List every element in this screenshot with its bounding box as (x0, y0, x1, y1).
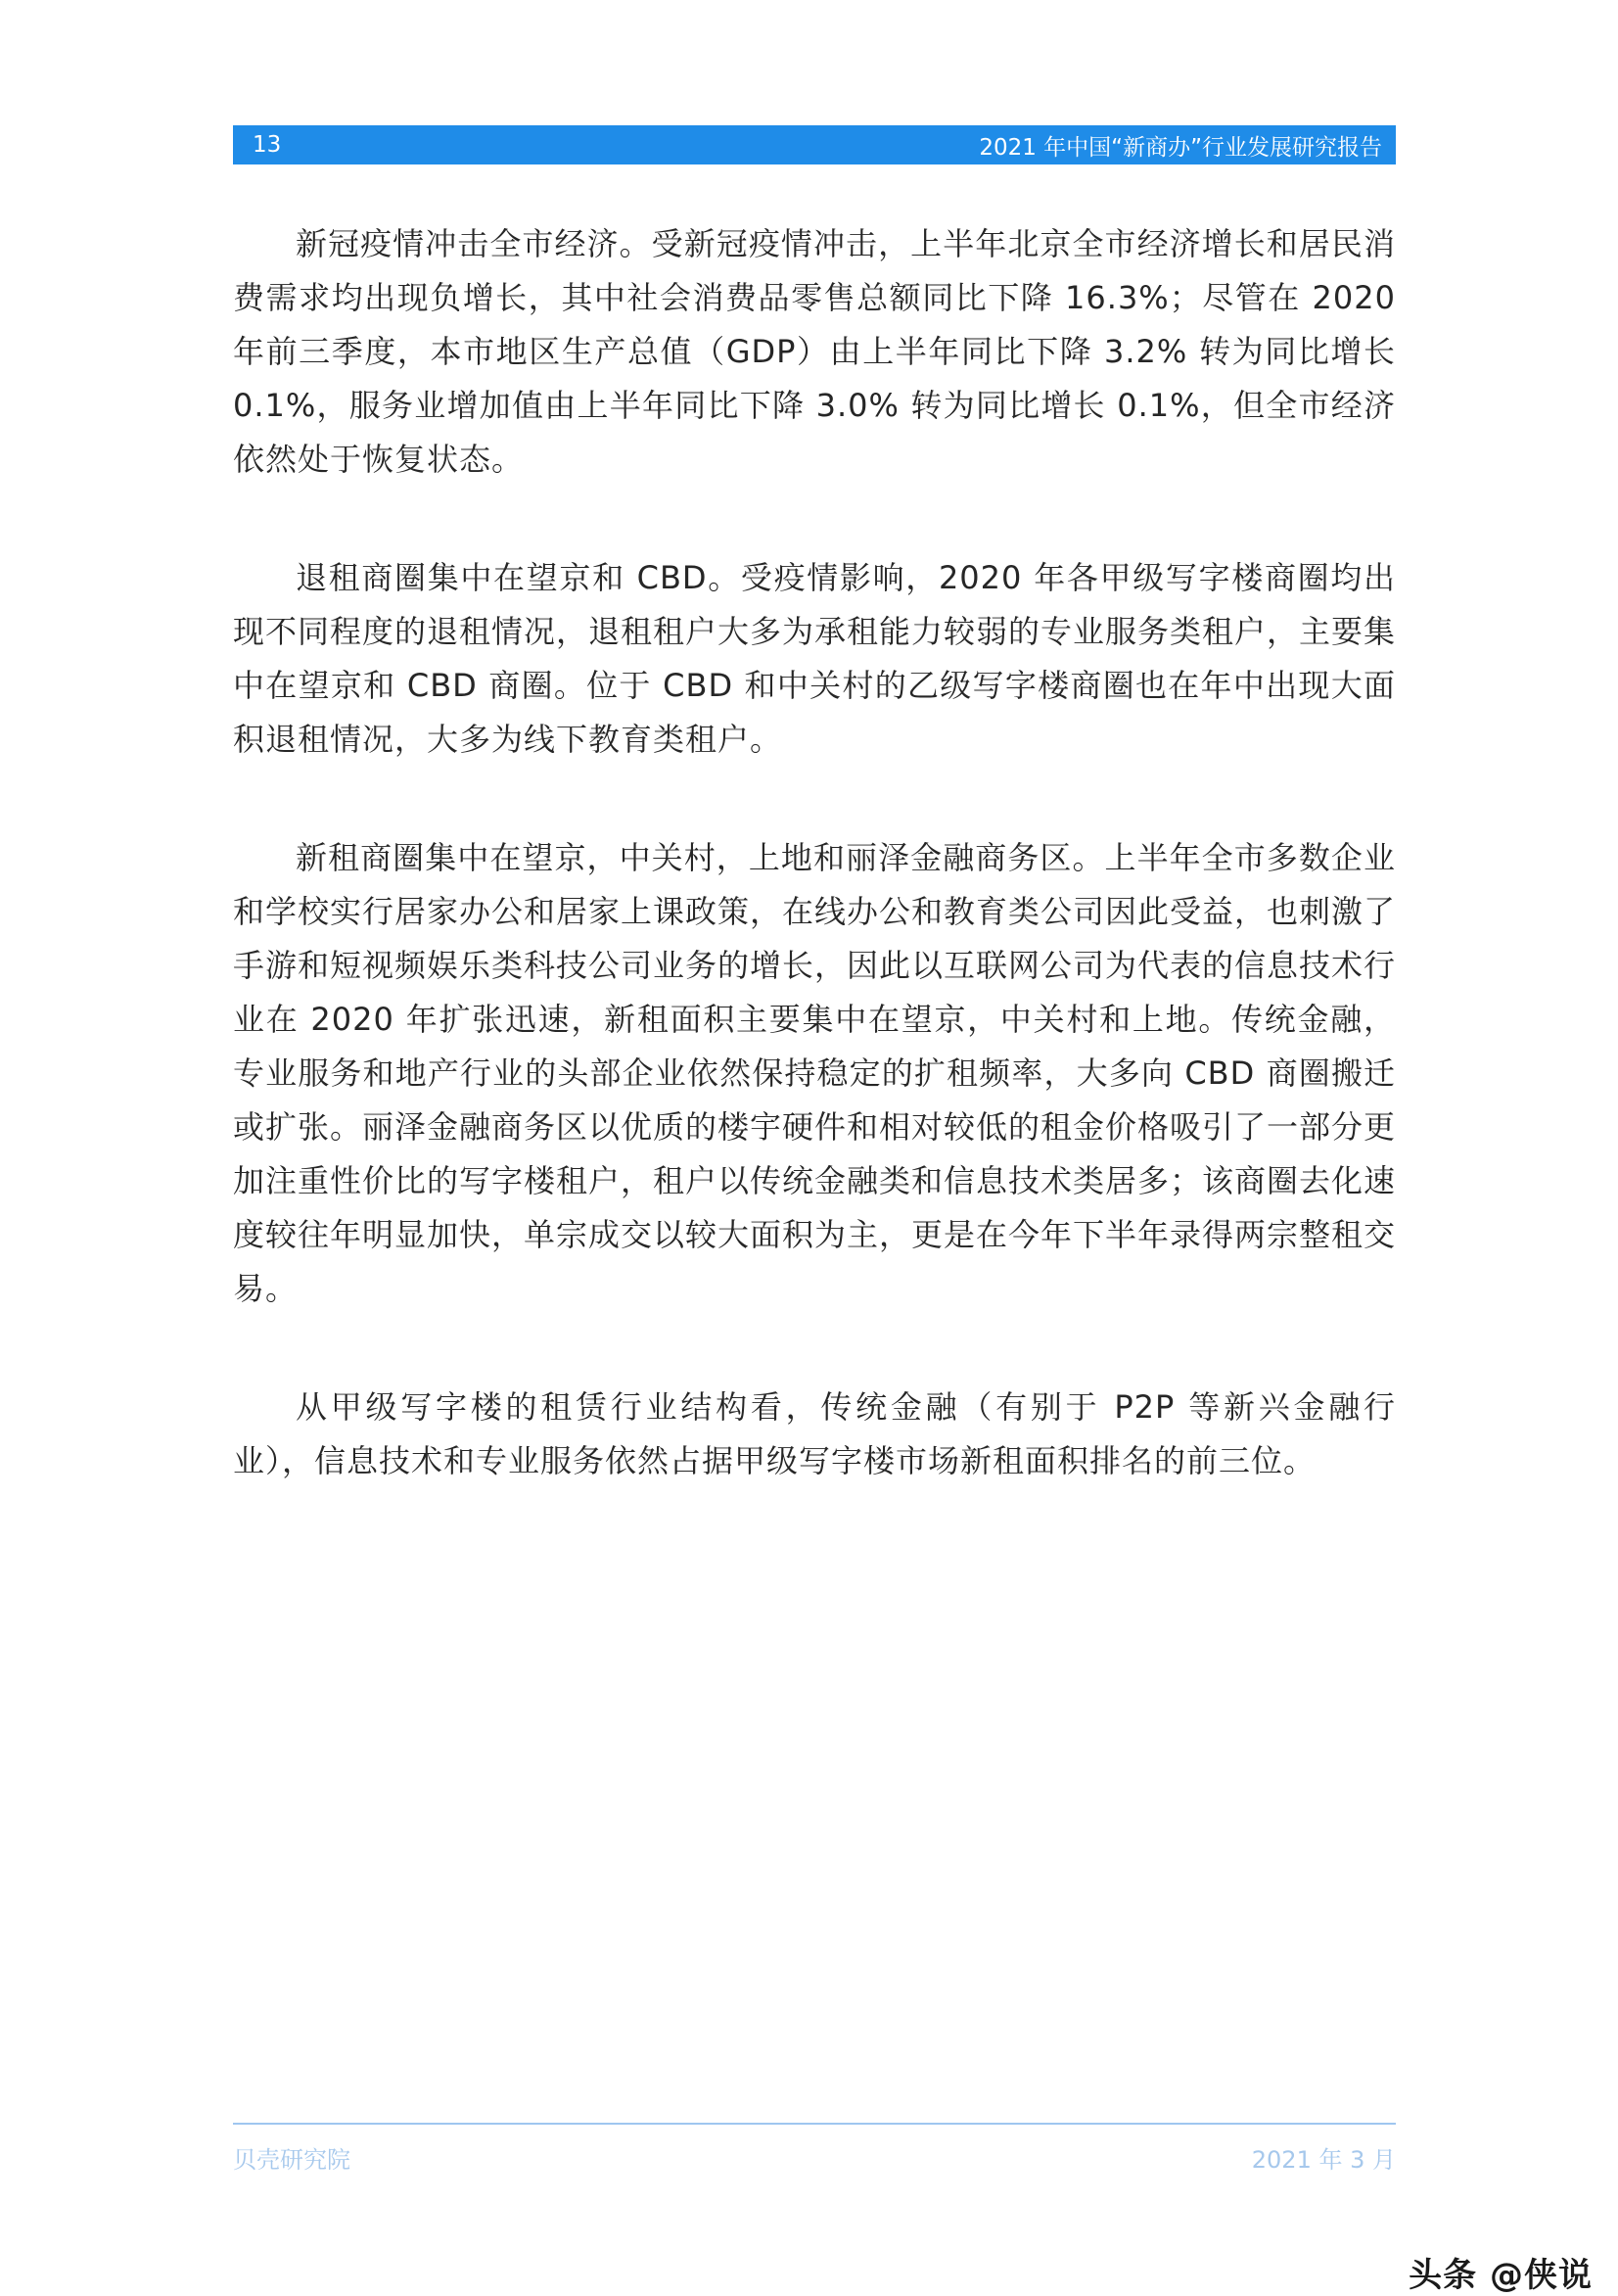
paragraph-industry-structure: 从甲级写字楼的租赁行业结构看，传统金融（有别于 P2P 等新兴金融行业），信息技术和专业服务依然占据甲级写字楼市场新租面积排名的前三位。 (233, 1388, 1396, 1479)
paragraph-lease-termination: 退租商圈集中在望京和 CBD。受疫情影响，2020 年各甲级写字楼商圈均出现不同程度的退租情况，退租租户大多为承租能力较弱的专业服务类租户，主要集中在望京和 CBD 商圈。位于 CBD 和中关村的乙级写字楼商圈也在年中出现大面积退租情况，大多为线下教育类租户。 (233, 559, 1397, 758)
report-title: 2021 年中国“新商办”行业发展研究报告 (979, 134, 1382, 161)
footer-date: 2021 年 3 月 (1251, 2146, 1396, 2174)
watermark: 头条 @侠说 (1409, 2256, 1593, 2295)
paragraph-covid-impact: 新冠疫情冲击全市经济。受新冠疫情冲击，上半年北京全市经济增长和居民消费需求均出现负增长，其中社会消费品零售总额同比下降 16.3%；尽管在 2020 年前三季度，本市地区生产总值（GDP）由上半年同比下降 3.2% 转为同比增长 0.1%，服务业增加值由上半年同比下降 3.0% 转为同比增长 0.1%，但全市经济依然处于恢复状态。 (233, 225, 1396, 478)
page-number: 13 (253, 132, 282, 158)
footer-divider (233, 2123, 1396, 2125)
footer-publisher: 贝壳研究院 (233, 2146, 350, 2174)
header-bar (233, 125, 1396, 164)
paragraph-new-leases: 新租商圈集中在望京，中关村，上地和丽泽金融商务区。上半年全市多数企业和学校实行居家办公和居家上课政策，在线办公和教育类公司因此受益，也刺激了手游和短视频娱乐类科技公司业务的增长，因此以互联网公司为代表的信息技术行业在 2020 年扩张迅速，新租面积主要集中在望京，中关村和上地。传统金融，专业服务和地产行业的头部企业依然保持稳定的扩租频率，大多向 CBD 商圈搬迁或扩张。丽泽金融商务区以优质的楼宇硬件和相对较低的租金价格吸引了一部分更加注重性价比的写字楼租户，租户以传统金融类和信息技术类居多；该商圈去化速度较往年明显加快，单宗成交以较大面积为主，更是在今年下半年录得两宗整租交易。 (233, 839, 1397, 1307)
main-content (233, 217, 1396, 1553)
